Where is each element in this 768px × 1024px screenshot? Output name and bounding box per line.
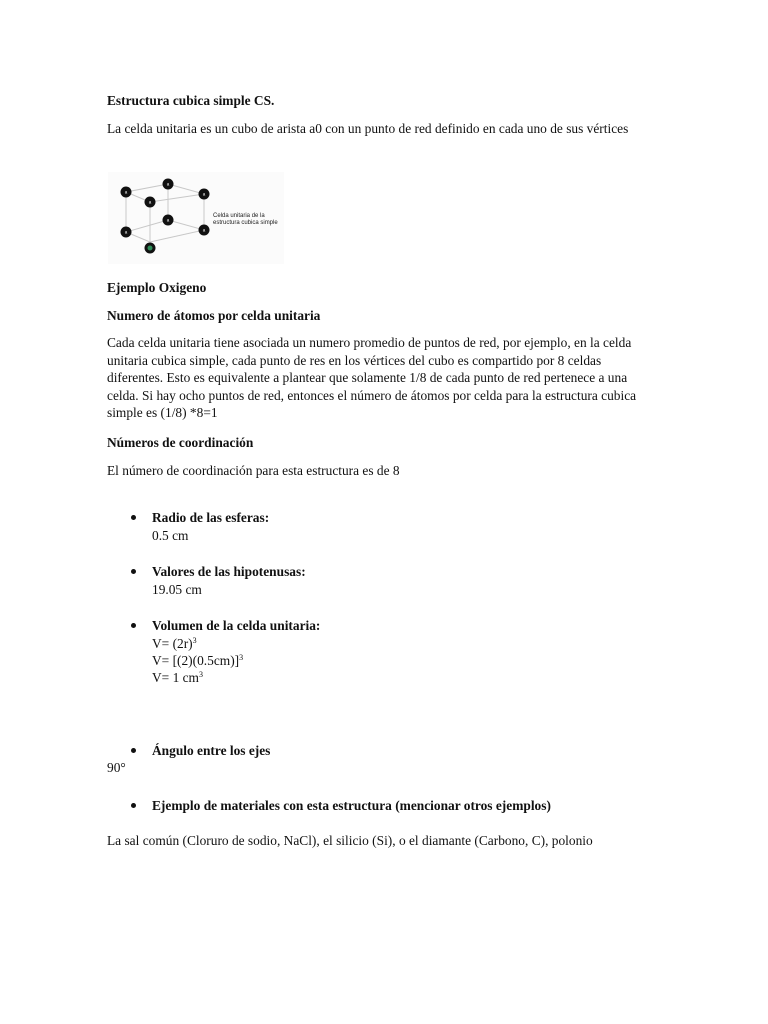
paragraph-line: celda. Si hay ocho puntos de red, entonces el número de átomos por celda para la estructura cubica <box>107 387 637 403</box>
angle-value: 90° <box>107 760 126 775</box>
volume-formula-3 <box>152 669 203 687</box>
bullet-point <box>131 569 136 574</box>
volume-label: Volumen de la celda unitaria: <box>152 618 321 633</box>
atom-label: a <box>166 217 170 223</box>
exponent: 3 <box>192 636 197 645</box>
exponent: 3 <box>198 670 203 679</box>
formula-text: V= 1 cm <box>152 670 199 685</box>
paragraph-line: diferentes. Esto es equivalente a plantear que solamente 1/8 de cada punto de red pertenece a una <box>107 370 628 386</box>
atom-label: a <box>202 191 206 197</box>
volume-formula-2 <box>152 652 243 670</box>
bullet-point <box>131 515 136 520</box>
example-title: Ejemplo Oxigeno <box>107 280 207 295</box>
exponent: 3 <box>239 653 244 662</box>
radius-value: 0.5 cm <box>152 528 189 543</box>
atom-label: a <box>124 189 128 195</box>
materials-label: Ejemplo de materiales con esta estructura (mencionar otros ejemplos) <box>152 798 551 813</box>
materials-text: La sal común (Cloruro de sodio, NaCl), el silicio (Si), o el diamante (Carbono, C), polonio <box>107 833 593 848</box>
atoms-per-cell-paragraph <box>107 334 636 422</box>
coordination-title: Números de coordinación <box>107 435 254 450</box>
unit-cell-figure <box>108 172 284 264</box>
paragraph-line: Cada celda unitaria tiene asociada un numero promedio de puntos de red, por ejemplo, en la celda <box>107 335 632 350</box>
formula-text: V= [(2)(0.5cm)] <box>152 653 240 668</box>
atom-label: a <box>202 227 206 233</box>
hypotenuse-value: 19.05 cm <box>152 582 202 597</box>
section-title-cubic-structure: Estructura cubica simple CS. <box>107 93 275 108</box>
cubic-cell-diagram <box>108 172 213 264</box>
atom-label: a <box>148 199 152 205</box>
hypotenuse-label: Valores de las hipotenusas: <box>152 564 306 579</box>
paragraph-line: unitaria cubica simple, cada punto de res en los vértices del cubo es compartido por 8 celdas <box>107 352 602 368</box>
bullet-point <box>131 803 136 808</box>
atoms-per-cell-title: Numero de átomos por celda unitaria <box>107 308 321 323</box>
atom-label: a <box>124 229 128 235</box>
radius-label: Radio de las esferas: <box>152 510 270 525</box>
origin-marker <box>148 246 153 251</box>
paragraph-line: simple es (1/8) *8=1 <box>107 405 218 421</box>
figure-caption: Celda unitaria de la estructura cubica simple <box>213 213 278 226</box>
atom-label: a <box>166 181 170 187</box>
bullet-point <box>131 623 136 628</box>
coordination-text: El número de coordinación para esta estructura es de 8 <box>107 463 400 478</box>
intro-paragraph: La celda unitaria es un cubo de arista a0 con un punto de red definido en cada uno de sus vértices <box>107 121 629 136</box>
volume-formula-1 <box>152 635 197 653</box>
bullet-point <box>131 748 136 753</box>
angle-label: Ángulo entre los ejes <box>152 743 271 758</box>
formula-text: V= (2r) <box>152 636 193 651</box>
